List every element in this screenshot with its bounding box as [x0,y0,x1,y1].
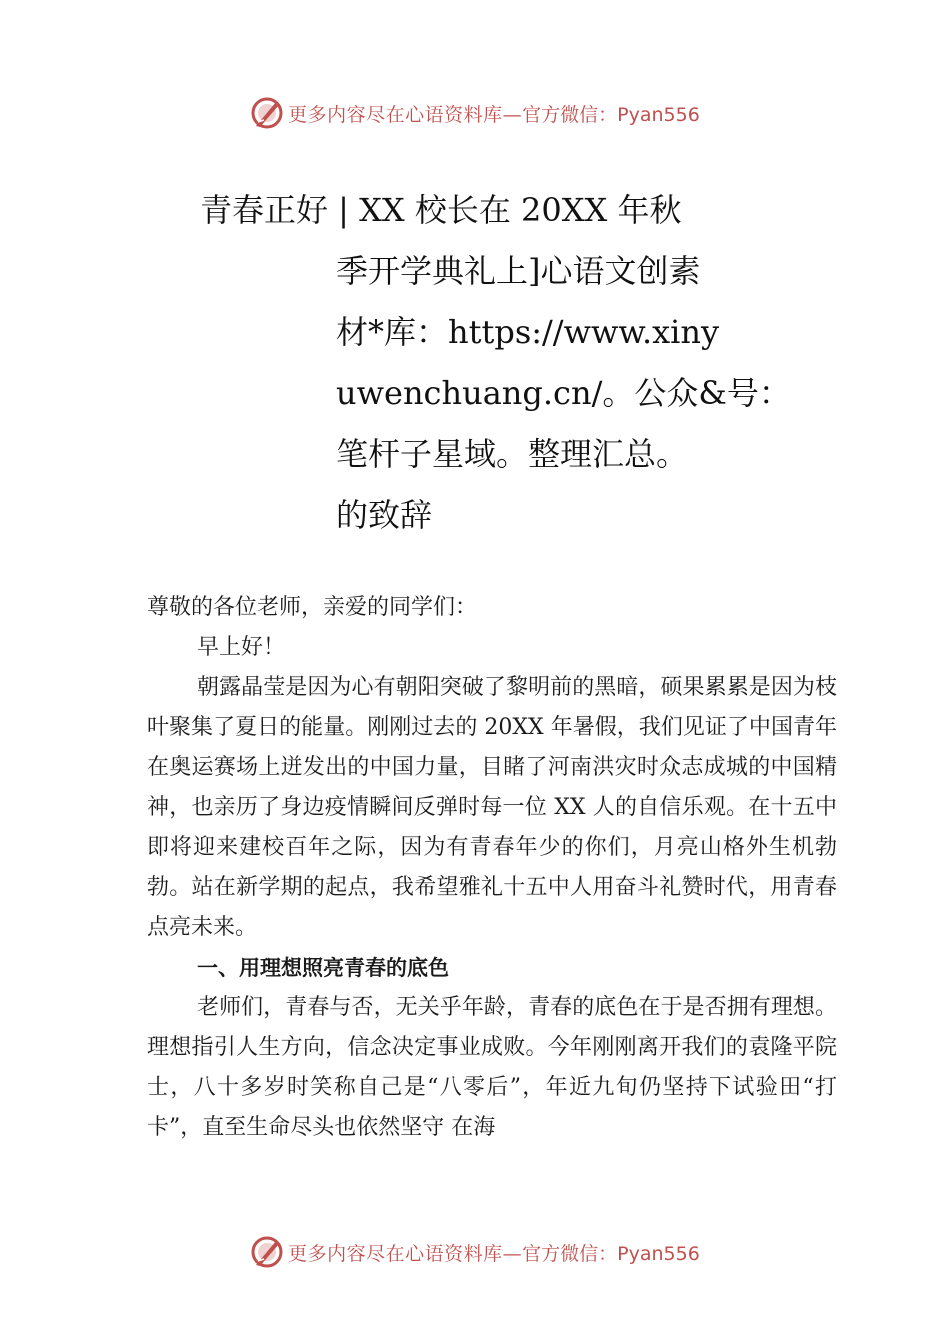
quill-seal-icon [250,96,284,130]
title-line: 的致辞 [336,496,433,534]
banner-wechat-text: 官方微信：Pyan556 [522,1242,700,1265]
paragraph: 老师们，青春与否，无关乎年龄，青春的底色在于是否拥有理想。理想指引人生方向，信念决定事业成败。今年刚刚离开我们的袁隆平院士，八十多岁时笑称自己是“八零后”，年近九旬仍坚持下试验田“打卡”，直至生命尽头也依然坚守 在海 [147,995,837,1140]
title-line: 青春正好 | XX 校长在 20XX 年秋 [200,191,682,229]
title-line: 季开学典礼上]心语文创素 [336,252,701,290]
quill-seal-icon [250,1235,284,1269]
footer-banner [0,1232,950,1272]
banner-site-text: 更多内容尽在心语资料库— [288,1242,523,1265]
salutation: 尊敬的各位老师，亲爱的同学们： [147,595,478,620]
header-banner [0,93,950,133]
paragraph: 朝露晶莹是因为心有朝阳突破了黎明前的黑暗，硕果累累是因为枝叶聚集了夏日的能量。刚刚过去的 20XX 年暑假，我们见证了中国青年在奥运赛场上迸发出的中国力量，目睹了河南洪灾时众志成城的中国精神，也亲历了身边疫情瞬间反弹时每一位 XX 人的自信乐观。在十五中即将迎来建校百年之际，因为有青春年少的你们，月亮山格外生机勃勃。站在新学期的起点，我希望雅礼十五中人用奋斗礼赞时代，用青春点亮未来。 [147,675,837,940]
document-title [200,180,791,546]
document-body [147,588,837,1148]
banner-wechat-text: 官方微信：Pyan556 [522,103,700,126]
section-heading: 一、用理想照亮青春的底色 [197,956,449,980]
title-line: uwenchuang.cn/。公众&号： [336,374,791,412]
banner-site-text: 更多内容尽在心语资料库— [288,103,523,126]
title-line: 笔杆子星域。整理汇总。 [336,435,689,473]
greeting: 早上好！ [197,635,286,660]
title-line: 材*库：https://www.xiny [336,313,720,351]
